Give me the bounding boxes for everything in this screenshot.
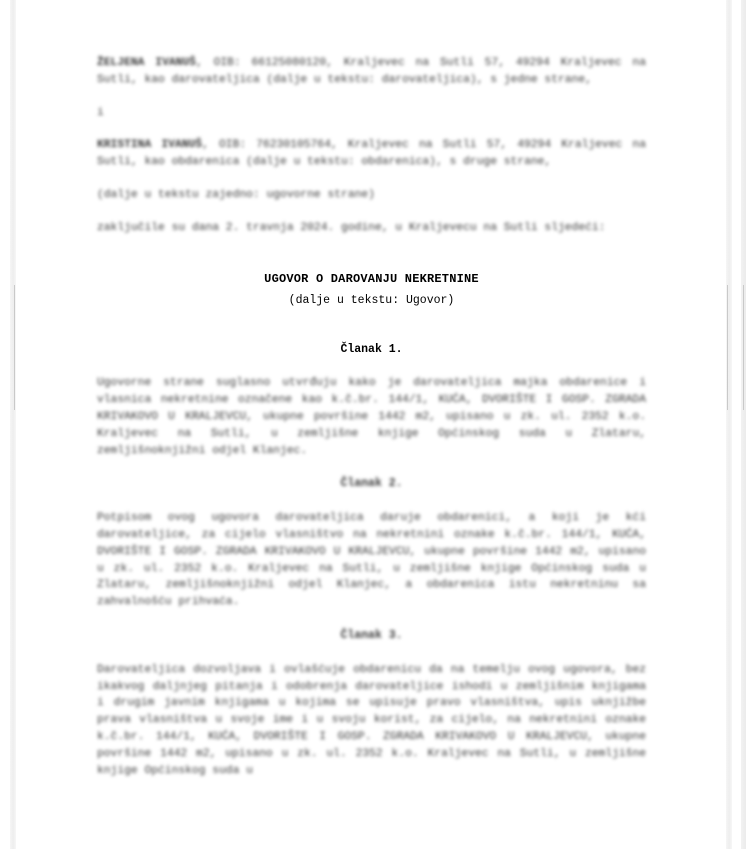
title-block bbox=[97, 270, 646, 309]
scrollbar-track[interactable] bbox=[741, 0, 746, 849]
party-conjunction: i bbox=[97, 106, 104, 119]
document-title: UGOVOR O DAROVANJU NEKRETNINE bbox=[264, 271, 479, 286]
scrollbar-thumb-edge[interactable] bbox=[743, 285, 744, 410]
article-3-text: Darovateljica dozvoljava i ovlašćuje obdarenicu da na temelju ovog ugovora, bez ikakvog daljnjeg pitanja i odobrenja darovateljice ishodi u zemljišnim knjigama i drugim javnim knjigama u kojima se upisuje pravo vlasništva, upis uknjižbe prava vlasništva u svoje ime i u svoju korist, za cijelo, na nekretnini oznake k.č.br. 144/1, KUĆA, DVORIŠTE I GOSP. ZGRADA KRIVAKOVO U KRALJEVCU, ukupne površine 1442 m2, upisano u zk. ul. 2352 k.o. Kraljevec na Sutli, u zemljišne knjige Općinskog suda u bbox=[97, 663, 646, 777]
page-shadow-right bbox=[726, 0, 732, 849]
article-3-heading: Članak 3. bbox=[340, 628, 403, 642]
party-donor bbox=[97, 55, 646, 89]
recipient-details: , OIB: 76230105764, Kraljevec na Sutli 57, 49294 Kraljevec na Sutli, kao obdarenica (dalje u tekstu: obdarenica), s druge strane, bbox=[97, 139, 646, 169]
article-1-heading: Članak 1. bbox=[340, 342, 403, 356]
document-content bbox=[97, 55, 646, 779]
party-recipient bbox=[97, 137, 646, 171]
page-border-right bbox=[727, 285, 728, 410]
concluded-statement: zaključile su dana 2. travnja 2024. godine, u Kraljevecu na Sutli sljedeći: bbox=[97, 221, 606, 234]
page-border-left bbox=[14, 285, 15, 410]
donor-name: ŽELJENA IVANUŠ bbox=[97, 57, 196, 69]
article-2-heading: Članak 2. bbox=[340, 477, 403, 491]
together-note: (dalje u tekstu zajedno: ugovorne strane) bbox=[97, 188, 375, 201]
document-subtitle: (dalje u tekstu: Ugovor) bbox=[288, 293, 455, 307]
recipient-name: KRISTINA IVANUŠ bbox=[97, 139, 203, 152]
article-1-text: Ugovorne strane suglasno utvrđuju kako je darovateljica majka obdarenice i vlasnica nekretnine označene kao k.č.br. 144/1, KUĆA, DVORIŠTE I GOSP. ZGRADA KRIVAKOVO U KRALJEVCU, ukupne površine 1442 m2, upisano u zk. ul. 2352 k.o. Kraljevec na Sutli, u zemljišne knjige Općinskog suda u Zlataru, zemljišnoknjižni odjel Klanjec. bbox=[97, 377, 646, 457]
document-page bbox=[16, 0, 726, 849]
article-2-text: Potpisom ovog ugovora darovateljica daruje obdarenici, a koji je kći darovateljice, za cijelo vlasništvo na nekretnini oznake k.č.br. 144/1, KUĆA, DVORIŠTE I GOSP. ZGRADA KRIVAKOVO U KRALJEVCU, ukupne površine 1442 m2, upisano u zk. ul. 2352 k.o. Kraljevec na Sutli, u zemljišne knjige Općinskog suda u Zlataru, zemljišnoknjižni odjel Klanjec, a obdarenica istu nekretninu sa zahvalnošću prihvaća. bbox=[97, 512, 646, 609]
donor-details: , OIB: 66125080120, Kraljevec na Sutli 57, 49294 Kraljevec na Sutli, kao darovateljica (dalje u tekstu: darovateljica), s jedne strane, bbox=[97, 57, 646, 86]
